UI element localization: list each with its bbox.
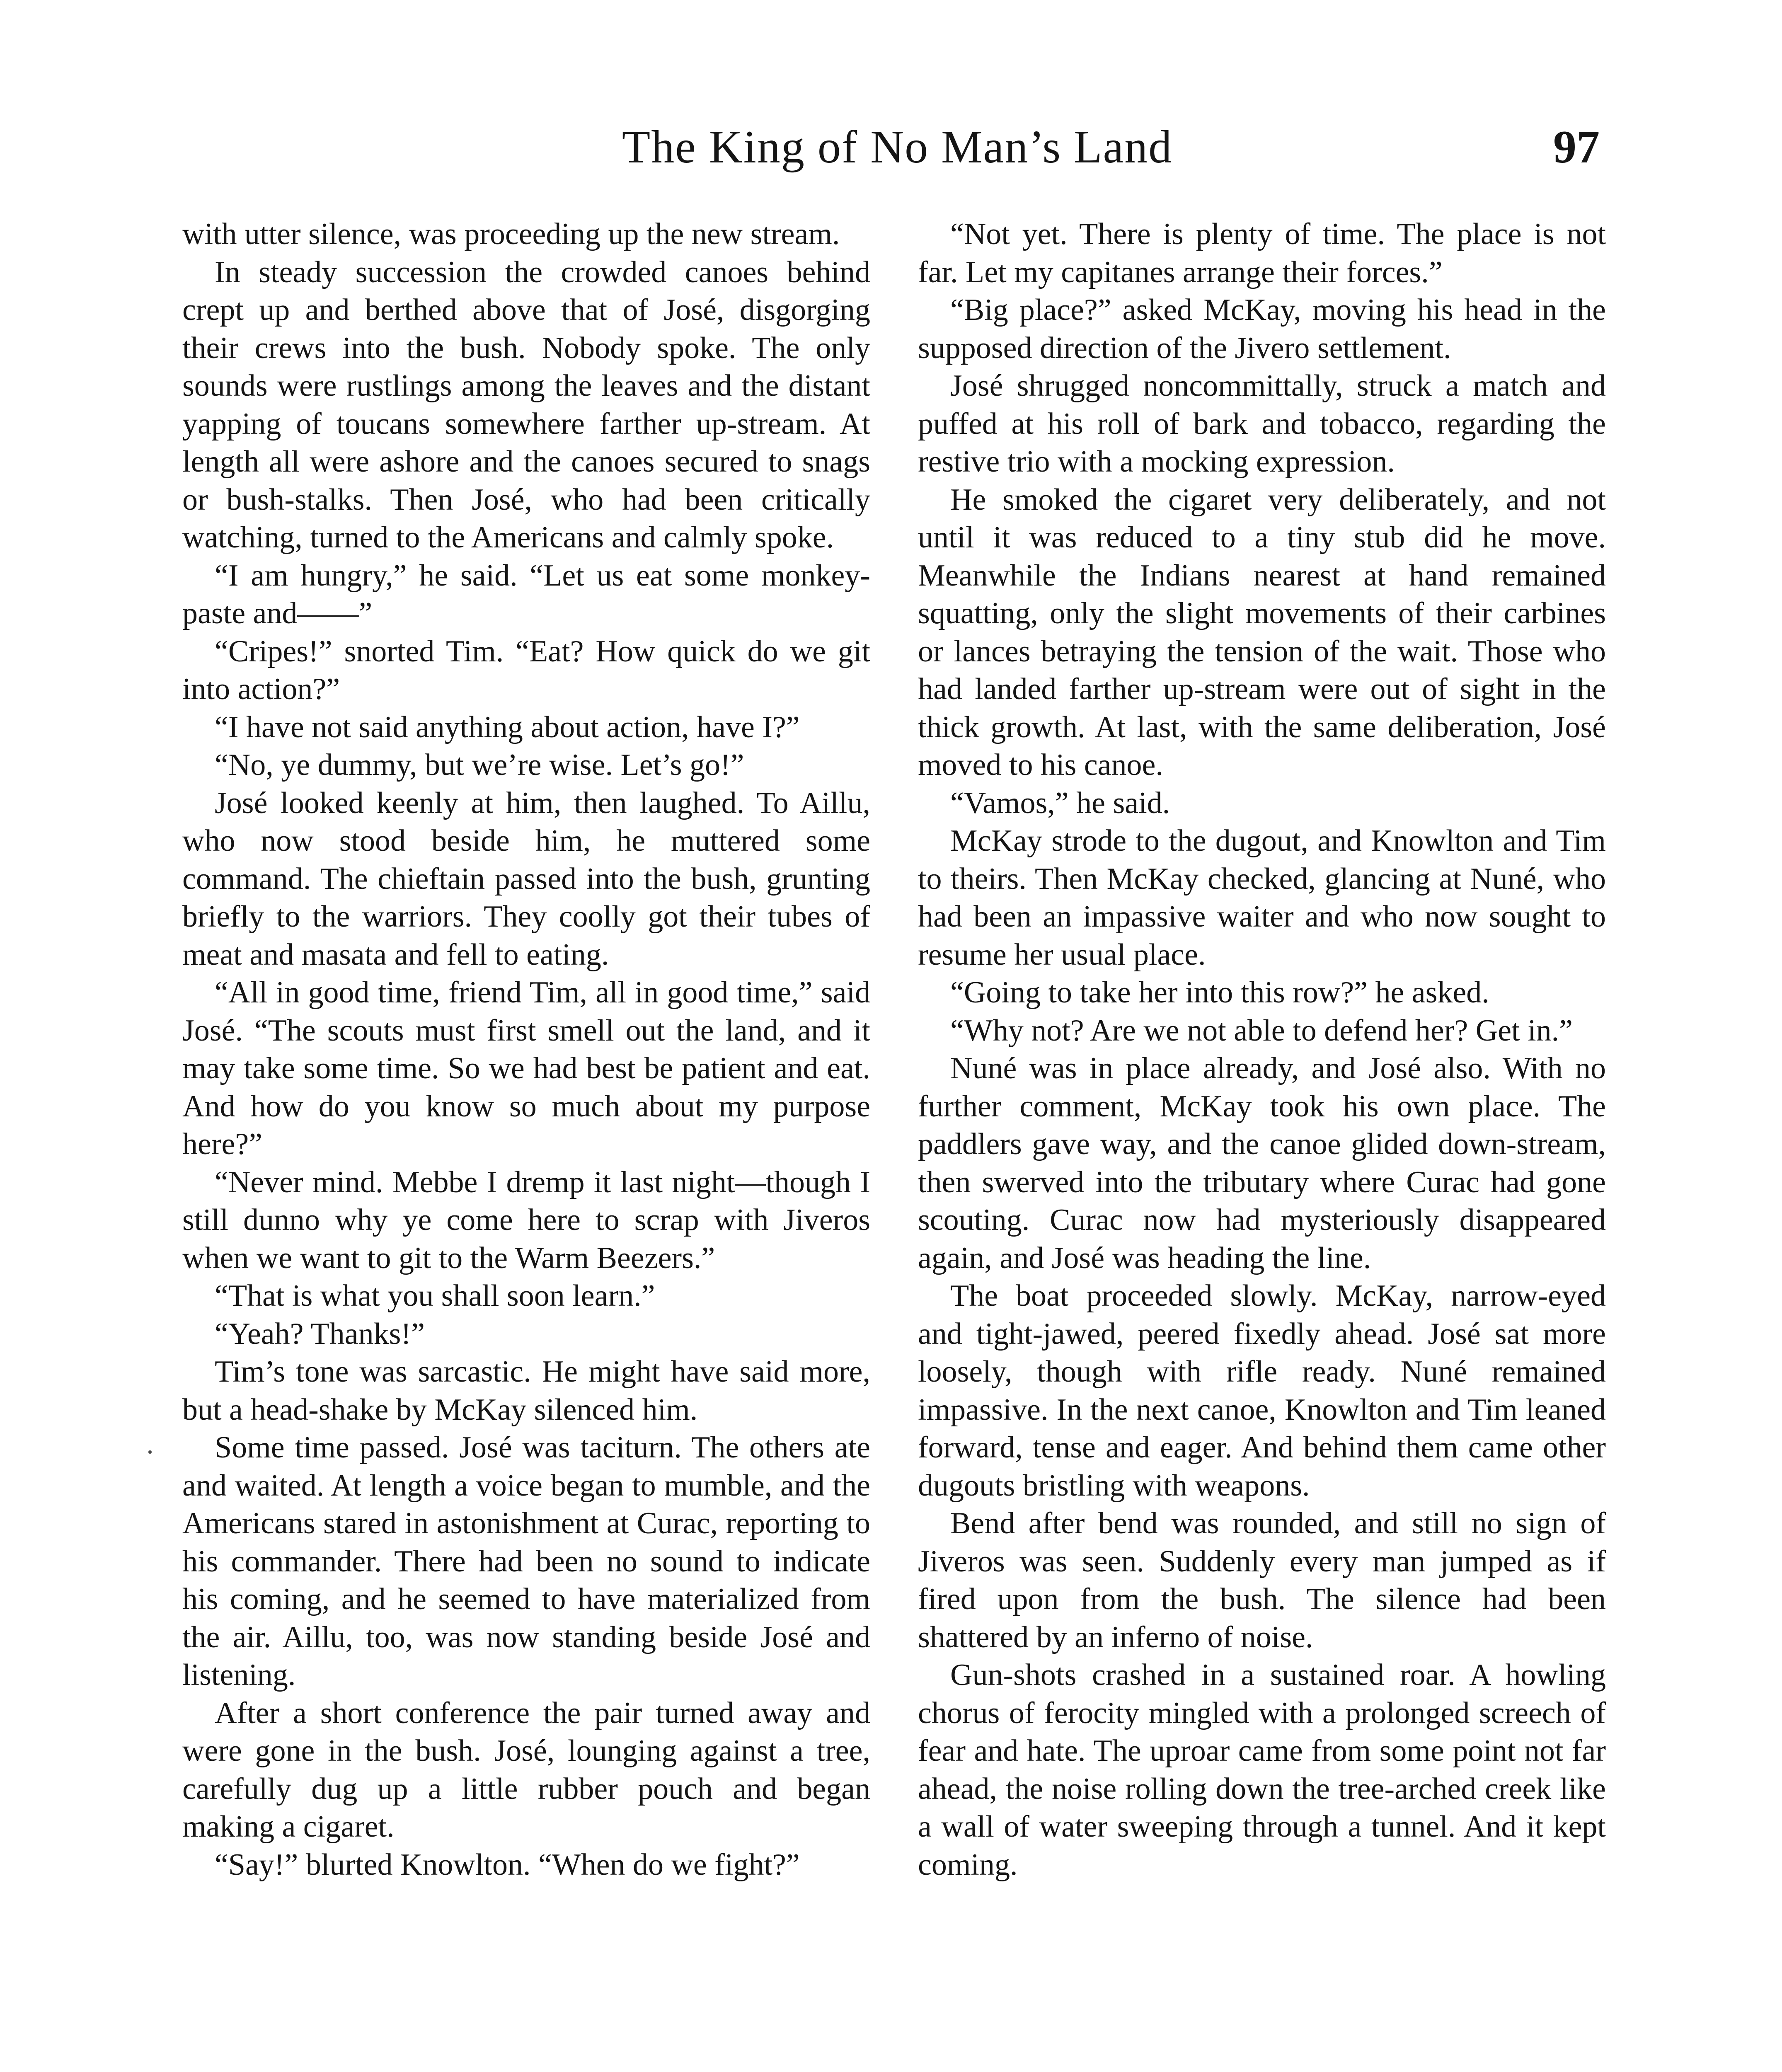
paragraph: Tim’s tone was sarcastic. He might have said more, but a head-shake by McKay silenced him. [182,1355,870,1427]
paragraph: “That is what you shall soon learn.” [215,1279,655,1313]
paragraph: “Cripes!” snorted Tim. “Eat? How quick do we git into action?” [182,634,870,706]
paragraph: “Not yet. There is plenty of time. The place is not far. Let my capitanes arrange their forces.” [918,217,1606,289]
paragraph: After a short conference the pair turned away and were gone in the bush. José, lounging against a tree, carefully dug up a little rubber pouch and began making a cigaret. [182,1696,870,1844]
paragraph: Nuné was in place already, and José also. With no further comment, McKay took his own place. The paddlers gave way, and the canoe glided down-stream, then swerved into the tributary where Curac had gone scouting. Curac now had mysteriously disappeared again, and José was heading the line. [918,1051,1606,1275]
paragraph: with utter silence, was proceeding up the new stream. [182,217,840,251]
page-number: 97 [1553,121,1600,173]
paragraph: Some time passed. José was taciturn. The others ate and waited. At length a voice began to mumble, and the Americans stared in astonishment at Curac, reporting to his commander. There had been no sound to indicate his coming, and he seemed to have materialized from the air. Aillu, too, was now standing beside José and listening. [182,1431,870,1692]
paragraph: José looked keenly at him, then laughed. To Aillu, who now stood beside him, he muttered some command. The chieftain passed into the bush, grunting briefly to the warriors. They coolly got their tubes of meat and masata and fell to eating. [182,786,870,972]
paragraph: The boat proceeded slowly. McKay, narrow-eyed and tight-jawed, peered fixedly ahead. José sat more loosely, though with rifle ready. Nuné remained impassive. In the next canoe, Knowlton and Tim leaned forward, tense and eager. And behind them came other dugouts bristling with weapons. [918,1279,1606,1503]
paragraph: “Why not? Are we not able to defend her? Get in.” [950,1013,1573,1048]
paragraph: “I am hungry,” he said. “Let us eat some monkey-paste and——” [182,558,870,630]
ink-speck [148,1450,152,1454]
paragraph: Bend after bend was rounded, and still no sign of Jiveros was seen. Suddenly every man jumped as if fired upon from the bush. The silence had been shattered by an inferno of noise. [918,1506,1606,1654]
paragraph: José shrugged noncommittally, struck a match and puffed at his roll of bark and tobacco, regarding the restive trio with a mocking expression. [918,369,1606,479]
right-column [918,215,1606,1884]
paragraph: “I have not said anything about action, have I?” [215,710,800,744]
paragraph: In steady succession the crowded canoes behind crept up and berthed above that of José, disgorging their crews into the bush. Nobody spoke. The only sounds were rustlings among the leaves and the distant yapping of toucans somewhere farther up-stream. At length all were ashore and the canoes secured to snags or bush-stalks. Then José, who had been critically watching, turned to the Americans and calmly spoke. [182,255,870,554]
paragraph: Gun-shots crashed in a sustained roar. A howling chorus of ferocity mingled with a prolonged screech of fear and hate. The uproar came from some point not far ahead, the noise rolling down the tree-arched creek like a wall of water sweeping through a tunnel. And it kept coming. [918,1658,1606,1882]
paragraph: He smoked the cigaret very deliberately, and not until it was reduced to a tiny stub did he move. Meanwhile the Indians nearest at hand remained squatting, only the slight movements of their carbines or lances betraying the tension of the wait. Those who had landed farther up-stream were out of sight in the thick growth. At last, with the same deliberation, José moved to his canoe. [918,482,1606,782]
left-column [182,215,870,1884]
paragraph: “Going to take her into this row?” he asked. [950,975,1489,1009]
paragraph: “No, ye dummy, but we’re wise. Let’s go!” [215,748,744,782]
paragraph: “Never mind. Mebbe I dremp it last night—though I still dunno why ye come here to scrap with Jiveros when we want to git to the Warm Beezers.” [182,1165,870,1275]
paragraph: “Yeah? Thanks!” [215,1317,425,1351]
paragraph: “Big place?” asked McKay, moving his head in the supposed direction of the Jivero settlement. [918,293,1606,365]
paragraph: McKay strode to the dugout, and Knowlton and Tim to theirs. Then McKay checked, glancing at Nuné, who had been an impassive waiter and who now sought to resume her usual place. [918,824,1606,972]
paragraph: “Say!” blurted Knowlton. “When do we fight?” [215,1847,800,1882]
paragraph: “Vamos,” he said. [950,786,1170,820]
running-header [178,116,1616,182]
running-title: The King of No Man’s Land [622,121,1173,173]
paragraph: “All in good time, friend Tim, all in good time,” said José. “The scouts must first smell out the land, and it may take some time. So we had best be patient and eat. And how do you know so much about my purpose here?” [182,975,870,1161]
